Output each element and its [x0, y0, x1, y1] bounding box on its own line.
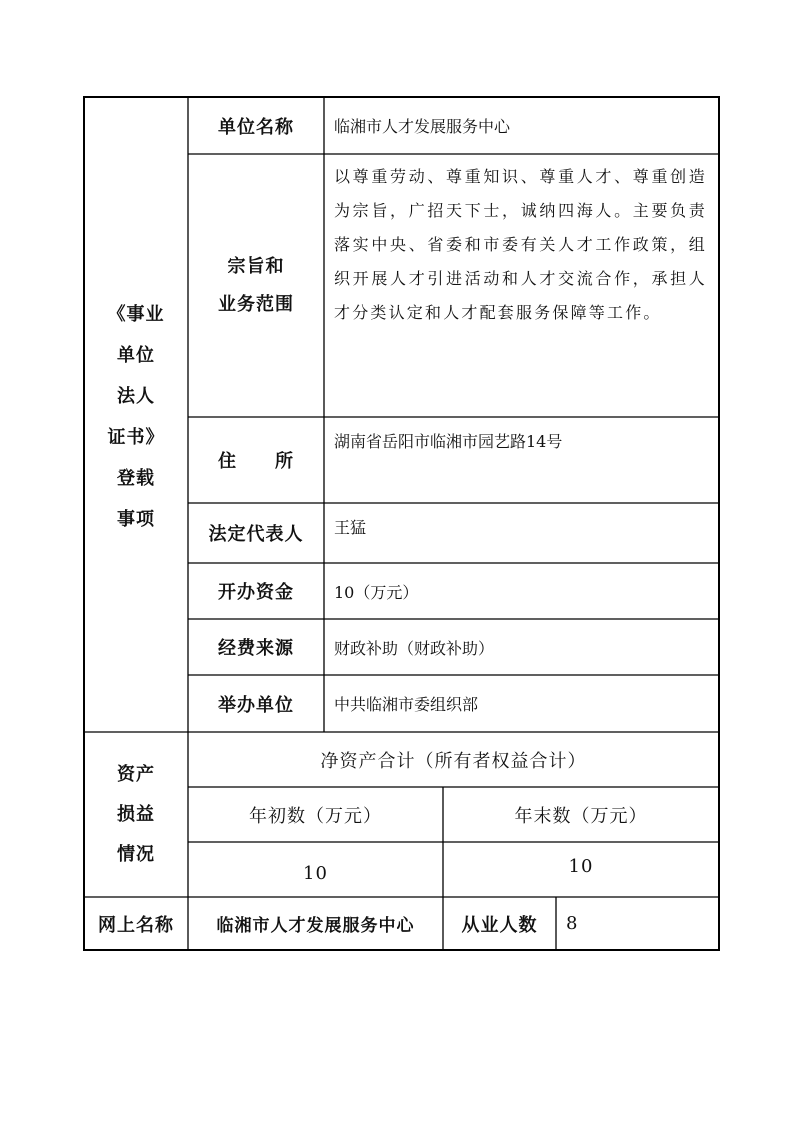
capital-value: 10（万元）: [334, 582, 419, 602]
registration-section-label: [84, 292, 188, 542]
end-year-label: 年末数（万元）: [514, 805, 648, 827]
capital-label: 开办资金: [218, 582, 294, 603]
online-name-value: 临湘市人才发展服务中心: [216, 916, 415, 936]
section-label-line: 法人: [117, 386, 155, 407]
address-value: 湖南省岳阳市临湘市园艺路14号: [334, 432, 563, 451]
end-year-value: 10: [568, 856, 594, 877]
section-label-line: 《事业: [107, 304, 165, 325]
sponsor-value: 中共临湘市委组织部: [334, 695, 479, 714]
staff-value: 8: [566, 913, 578, 934]
sponsor-label: 举办单位: [218, 694, 294, 716]
assets-label-line: 损益: [117, 803, 155, 825]
purpose-value: 以尊重劳动、尊重知识、尊重人才、尊重创造为宗旨，广招天下士，诚纳四海人。主要负责落实中央、省委和市委有关人才工作政策，组织开展人才引进活动和人才交流合作，承担人才分类认定和人才配套服务保障等工作。: [334, 167, 707, 322]
address-label: 住 所: [218, 451, 294, 472]
section-label-line: 事项: [117, 509, 155, 530]
legal-rep-value: 王猛: [334, 518, 367, 537]
purpose-label: [188, 154, 324, 417]
section-label-line: 证书》: [107, 427, 165, 448]
section-label-line: 登载: [117, 468, 155, 489]
assets-label-line: 资产: [117, 763, 155, 785]
begin-year-label: 年初数（万元）: [249, 805, 382, 827]
assets-section-label: [84, 732, 188, 897]
section-label-line: 单位: [117, 345, 155, 366]
unit-name-label: 单位名称: [218, 116, 294, 138]
online-name-label: 网上名称: [98, 914, 174, 936]
funding-value: 财政补助（财政补助）: [334, 638, 495, 658]
legal-rep-label: 法定代表人: [208, 524, 304, 545]
net-assets-header: 净资产合计（所有者权益合计）: [320, 750, 587, 772]
assets-label-line: 情况: [117, 843, 155, 865]
begin-year-value: 10: [303, 863, 328, 884]
unit-name-value: 临湘市人才发展服务中心: [334, 117, 511, 136]
purpose-label-line: 宗旨和: [227, 255, 285, 277]
funding-label: 经费来源: [218, 638, 294, 659]
staff-label: 从业人数: [461, 914, 538, 936]
purpose-label-line: 业务范围: [218, 293, 294, 315]
